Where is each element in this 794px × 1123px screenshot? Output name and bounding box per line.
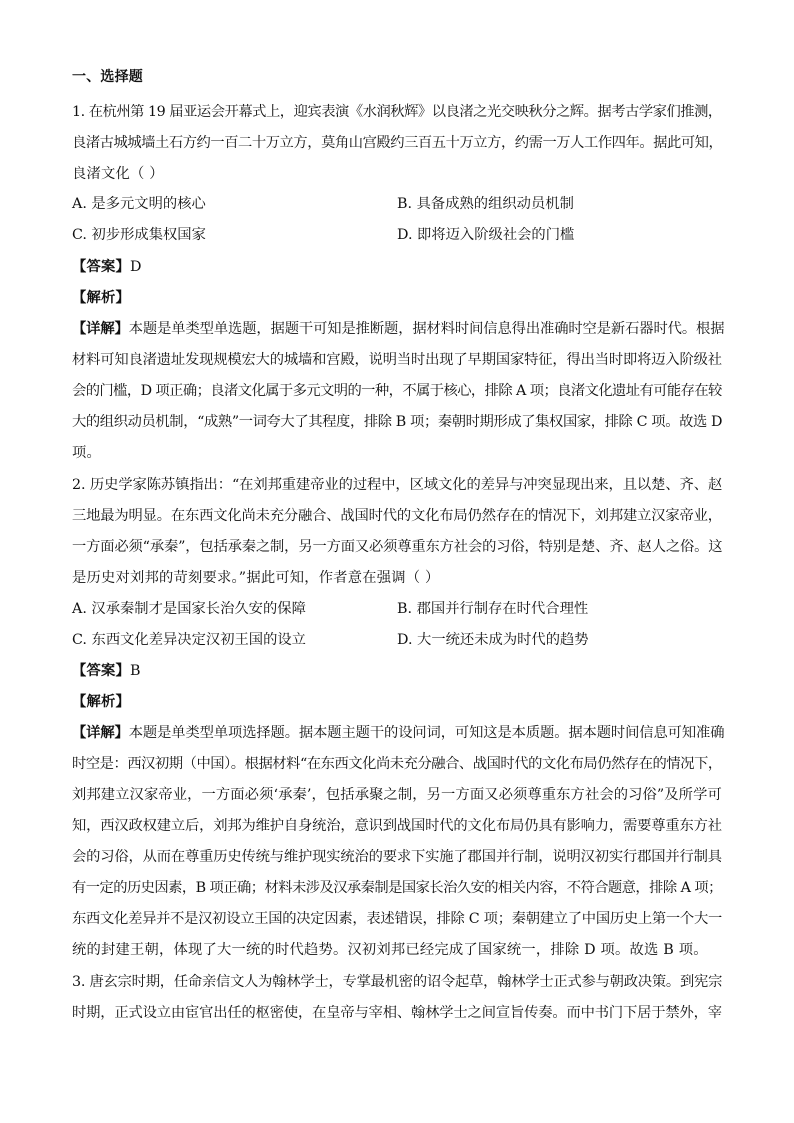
q2-answer-tag: 【答案】 — [72, 663, 130, 679]
q1-option-b: B. 具备成熟的组织动员机制 — [397, 196, 574, 212]
q3-stem-line-2: 时期，正式设立由宦官出任的枢密使，在皇帝与宰相、翰林学士之间宣旨传奏。而中书门下居于禁外，宰 — [72, 1005, 722, 1021]
q1-detail-line-5: 项。 — [72, 445, 101, 461]
q1-detail-text-1: 本题是单类型单选题，据题干可知是推断题，据材料时间信息得出准确时空是新石器时代。根据 — [128, 321, 725, 337]
q1-stem-line-1: 1. 在杭州第 19 届亚运会开幕式上，迎宾表演《水润秋辉》以良渚之光交映秋分之辉。据考古学家们推测， — [72, 104, 722, 120]
q2-detail-line-3: 刘邦建立汉家帝业，一方面必须‘承秦’，包括承聚之制，另一方面又必须尊重东方社会的习俗”及所学可 — [72, 787, 722, 803]
q2-detail-line-1 — [72, 722, 724, 742]
q2-detail-tag: 【详解】 — [72, 725, 129, 741]
q1-stem-line-2: 良渚古城城墙土石方约一百二十万立方，莫角山宫殿约三百五十万立方，约需一万人工作四年。据此可知， — [72, 135, 723, 151]
q2-analysis-tag: 【解析】 — [72, 694, 130, 710]
q1-answer-row — [72, 256, 142, 276]
q2-answer-row — [72, 660, 141, 680]
q1-answer-tag: 【答案】 — [72, 259, 130, 275]
q2-option-d: D. 大一统还未成为时代的趋势 — [397, 632, 589, 648]
q1-option-a: A. 是多元文明的核心 — [72, 196, 206, 212]
q2-detail-line-7: 东西文化差异并不是汉初设立王国的决定因素，表述错误，排除 C 项；秦朝建立了中国历史上第一个大一 — [72, 911, 722, 927]
q2-option-a: A. 汉承秦制才是国家长治久安的保障 — [72, 601, 306, 617]
q3-stem-line-1: 3. 唐玄宗时期，任命亲信文人为翰林学士，专掌最机密的诏令起草，翰林学士正式参与朝政决策。到宪宗 — [72, 974, 723, 990]
q2-detail-line-6: 有一定的历史因素，B 项正确；材料未涉及汉承秦制是国家长治久安的相关内容，不符合题意，排除 A 项； — [72, 880, 722, 896]
q1-detail-line-1 — [72, 318, 724, 338]
q2-stem-line-4: 是历史对刘邦的苛刻要求。”据此可知，作者意在强调（ ） — [72, 570, 440, 586]
q2-stem-line-2: 三地最为明显。在东西文化尚未充分融合、战国时代的文化布局仍然存在的情况下，刘邦建立汉家帝业， — [72, 508, 722, 524]
q2-answer-value: B — [130, 663, 141, 679]
q2-option-b: B. 郡国并行制存在时代合理性 — [397, 601, 589, 617]
q1-detail-line-3: 会的门槛，D 项正确；良渚文化属于多元文明的一种，不属于核心，排除 A 项；良渚文化遗址有可能存在较 — [72, 383, 722, 399]
q2-detail-line-4: 知，西汉政权建立后，刘邦为维护自身统治，意识到战国时代的文化布局仍具有影响力，需要尊重东方社 — [72, 818, 722, 834]
q1-detail-line-2: 材料可知良渚遗址发现规模宏大的城墙和宫殿，说明当时出现了早期国家特征，得出当时即将迈入阶级社 — [72, 352, 722, 368]
q1-analysis-tag: 【解析】 — [72, 290, 130, 306]
q1-detail-tag: 【详解】 — [72, 321, 129, 337]
q1-stem-line-3: 良渚文化（ ） — [72, 166, 164, 182]
q1-answer-value: D — [130, 259, 142, 275]
q2-detail-line-8: 统的封建王朝，体现了大一统的时代趋势。汉初刘邦已经完成了国家统一，排除 D 项。故选 B 项。 — [72, 942, 708, 958]
q1-detail-line-4: 大的组织动员机制，“成熟”一词夸大了其程度，排除 B 项；秦朝时期形成了集权国家，排除 C 项。故选 D — [72, 414, 723, 430]
q2-stem-line-3: 一方面必须“承秦”，包括承秦之制，另一方面又必须尊重东方社会的习俗，特别是楚、齐、赵人之俗。这 — [72, 539, 723, 555]
q2-stem-line-1: 2. 历史学家陈苏镇指出：“在刘邦重建帝业的过程中，区域文化的差异与冲突显现出来，且以楚、齐、赵 — [72, 477, 723, 493]
q2-detail-line-2: 时空是：西汉初期（中国）。根据材料“在东西文化尚未充分融合、战国时代的文化布局仍然存在的情况下， — [72, 756, 722, 772]
section-title: 一、选择题 — [72, 69, 143, 85]
q1-option-c: C. 初步形成集权国家 — [72, 227, 206, 243]
q2-option-c: C. 东西文化差异决定汉初王国的设立 — [72, 632, 306, 648]
q2-detail-line-5: 会的习俗，从而在尊重历史传统与维护现实统治的要求下实施了郡国并行制，说明汉初实行郡国并行制具 — [72, 849, 722, 865]
q2-detail-text-1: 本题是单类型单项选择题。据本题主题干的设问词，可知这是本质题。据本题时间信息可知准确 — [128, 725, 725, 741]
q1-option-d: D. 即将迈入阶级社会的门槛 — [397, 227, 575, 243]
